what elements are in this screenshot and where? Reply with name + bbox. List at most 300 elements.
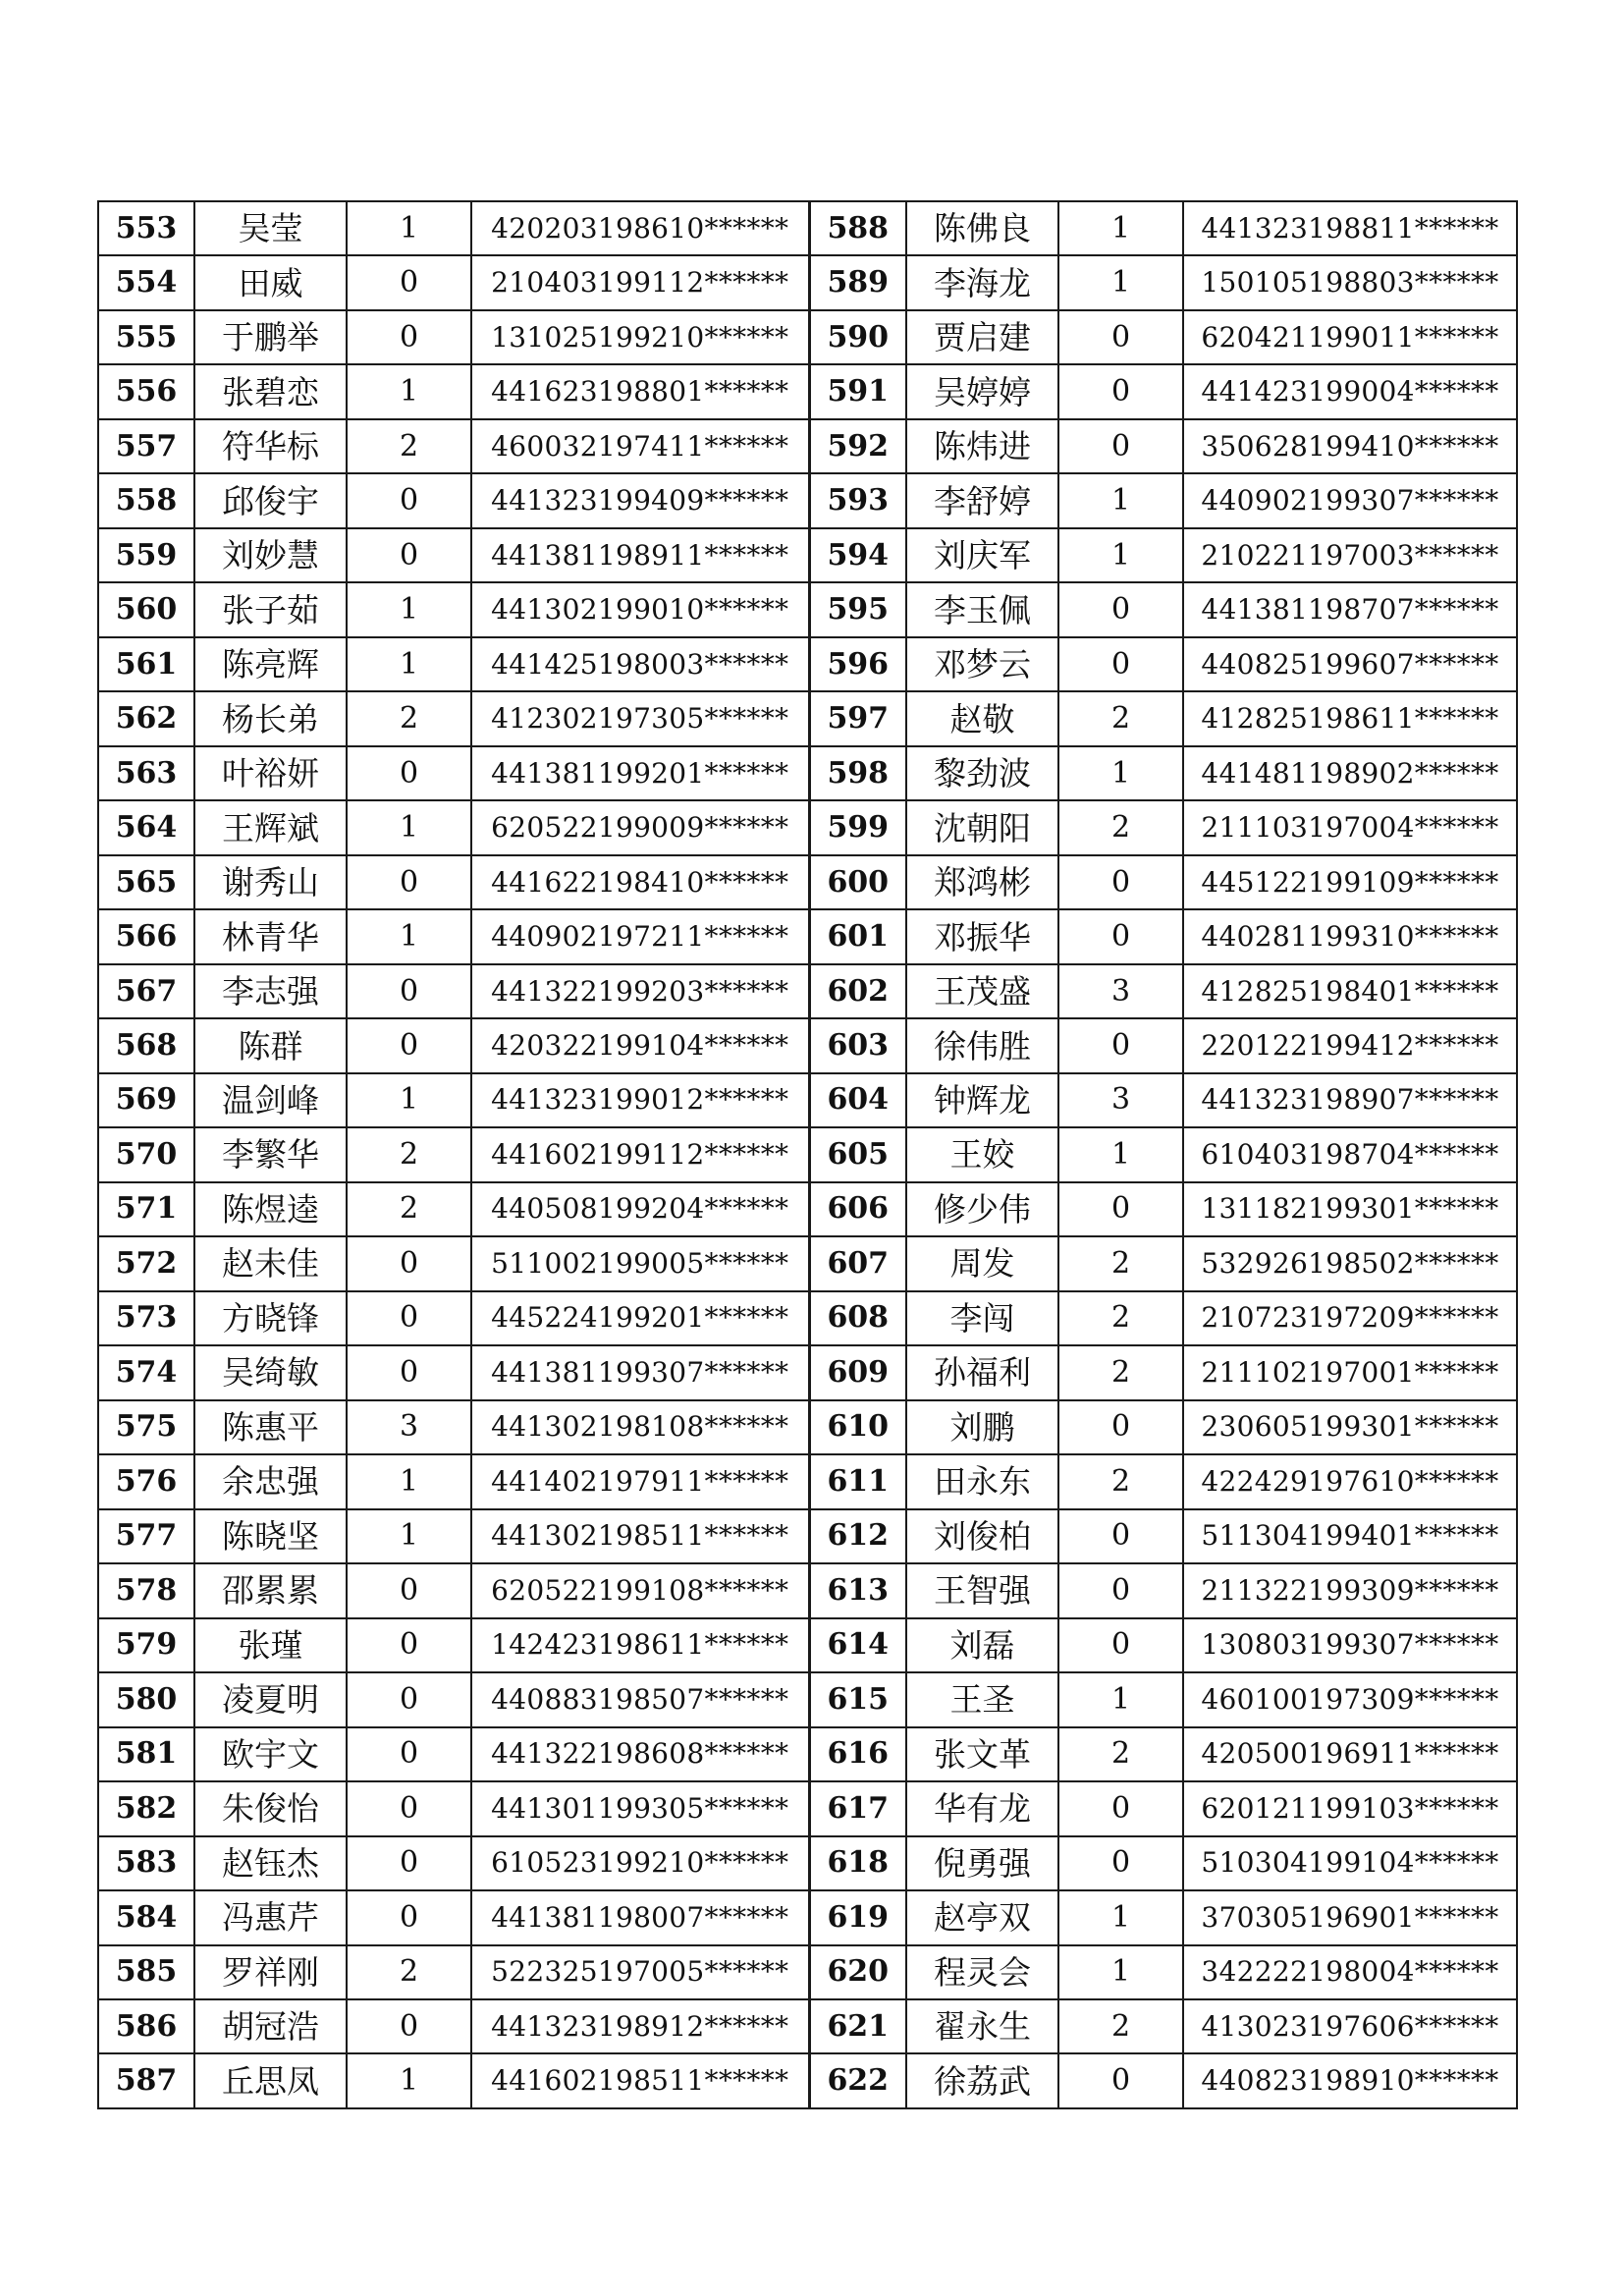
id-number-cell: 460100197309****** — [1183, 1672, 1517, 1726]
table-row — [98, 1291, 1517, 1345]
count-value-cell: 1 — [347, 1454, 471, 1508]
person-name-cell: 王辉斌 — [194, 800, 347, 854]
entry-number-cell: 581 — [98, 1727, 194, 1781]
entry-number-cell: 594 — [809, 528, 906, 582]
count-value-cell: 2 — [1058, 1345, 1183, 1399]
table-row — [98, 1563, 1517, 1617]
person-name-cell: 王智强 — [906, 1563, 1058, 1617]
person-name-cell: 刘鹏 — [906, 1400, 1058, 1454]
entry-number-cell: 612 — [809, 1509, 906, 1563]
person-name-cell: 陈煜逵 — [194, 1182, 347, 1236]
person-name-cell: 徐荔武 — [906, 2053, 1058, 2107]
id-number-cell: 441425198003****** — [471, 637, 809, 691]
count-value-cell: 1 — [1058, 1945, 1183, 1999]
id-number-cell: 420322199104****** — [471, 1018, 809, 1072]
id-number-cell: 441481198902****** — [1183, 746, 1517, 800]
person-name-cell: 赵钰杰 — [194, 1836, 347, 1890]
count-value-cell: 1 — [1058, 1890, 1183, 1944]
table-row — [98, 964, 1517, 1018]
entry-number-cell: 565 — [98, 855, 194, 909]
id-number-cell: 445122199109****** — [1183, 855, 1517, 909]
id-number-cell: 440883198507****** — [471, 1672, 809, 1726]
count-value-cell: 1 — [1058, 528, 1183, 582]
entry-number-cell: 580 — [98, 1672, 194, 1726]
entry-number-cell: 608 — [809, 1291, 906, 1345]
id-number-cell: 610403198704****** — [1183, 1127, 1517, 1181]
entry-number-cell: 566 — [98, 909, 194, 963]
person-name-cell: 符华标 — [194, 419, 347, 473]
table-row — [98, 1182, 1517, 1236]
count-value-cell: 2 — [347, 1127, 471, 1181]
id-number-cell: 441623198801****** — [471, 364, 809, 418]
table-row — [98, 637, 1517, 691]
table-row — [98, 1945, 1517, 1999]
entry-number-cell: 574 — [98, 1345, 194, 1399]
entry-number-cell: 614 — [809, 1618, 906, 1672]
table-row — [98, 1127, 1517, 1181]
count-value-cell: 0 — [1058, 1509, 1183, 1563]
entry-number-cell: 585 — [98, 1945, 194, 1999]
person-name-cell: 刘磊 — [906, 1618, 1058, 1672]
count-value-cell: 0 — [1058, 855, 1183, 909]
person-name-cell: 吴婷婷 — [906, 364, 1058, 418]
id-number-cell: 440281199310****** — [1183, 909, 1517, 963]
count-value-cell: 2 — [1058, 1727, 1183, 1781]
entry-number-cell: 561 — [98, 637, 194, 691]
id-number-cell: 620421199011****** — [1183, 310, 1517, 364]
entry-number-cell: 572 — [98, 1236, 194, 1290]
id-number-cell: 441323198912****** — [471, 1999, 809, 2053]
count-value-cell: 1 — [347, 1509, 471, 1563]
id-number-cell: 422429197610****** — [1183, 1454, 1517, 1508]
id-number-cell: 441322199203****** — [471, 964, 809, 1018]
person-name-cell: 朱俊怡 — [194, 1781, 347, 1835]
count-value-cell: 0 — [347, 1781, 471, 1835]
id-number-cell: 142423198611****** — [471, 1618, 809, 1672]
count-value-cell: 0 — [347, 1836, 471, 1890]
id-number-cell: 441381198707****** — [1183, 582, 1517, 636]
id-number-cell: 441302199010****** — [471, 582, 809, 636]
count-value-cell: 0 — [347, 473, 471, 527]
count-value-cell: 1 — [347, 637, 471, 691]
count-value-cell: 3 — [1058, 1073, 1183, 1127]
person-name-cell: 赵亭双 — [906, 1890, 1058, 1944]
entry-number-cell: 562 — [98, 691, 194, 745]
count-value-cell: 0 — [1058, 2053, 1183, 2107]
person-name-cell: 李玉佩 — [906, 582, 1058, 636]
entry-number-cell: 567 — [98, 964, 194, 1018]
entry-number-cell: 611 — [809, 1454, 906, 1508]
count-value-cell: 0 — [1058, 1618, 1183, 1672]
entry-number-cell: 603 — [809, 1018, 906, 1072]
count-value-cell: 0 — [1058, 419, 1183, 473]
person-name-cell: 邵累累 — [194, 1563, 347, 1617]
person-name-cell: 陈亮辉 — [194, 637, 347, 691]
entry-number-cell: 607 — [809, 1236, 906, 1290]
id-number-cell: 440902197211****** — [471, 909, 809, 963]
entry-number-cell: 563 — [98, 746, 194, 800]
count-value-cell: 3 — [347, 1400, 471, 1454]
count-value-cell: 0 — [347, 255, 471, 309]
entry-number-cell: 569 — [98, 1073, 194, 1127]
count-value-cell: 1 — [1058, 201, 1183, 255]
entry-number-cell: 616 — [809, 1727, 906, 1781]
id-number-cell: 441323199012****** — [471, 1073, 809, 1127]
entry-number-cell: 554 — [98, 255, 194, 309]
table-row — [98, 800, 1517, 854]
id-number-cell: 412825198611****** — [1183, 691, 1517, 745]
id-number-cell: 511002199005****** — [471, 1236, 809, 1290]
id-number-cell: 131182199301****** — [1183, 1182, 1517, 1236]
count-value-cell: 0 — [347, 310, 471, 364]
person-name-cell: 郑鸿彬 — [906, 855, 1058, 909]
id-number-cell: 532926198502****** — [1183, 1236, 1517, 1290]
count-value-cell: 0 — [347, 1672, 471, 1726]
id-number-cell: 441402197911****** — [471, 1454, 809, 1508]
entry-number-cell: 605 — [809, 1127, 906, 1181]
table-row — [98, 1018, 1517, 1072]
person-name-cell: 林青华 — [194, 909, 347, 963]
count-value-cell: 0 — [347, 964, 471, 1018]
table-row — [98, 582, 1517, 636]
person-name-cell: 刘俊柏 — [906, 1509, 1058, 1563]
count-value-cell: 2 — [1058, 800, 1183, 854]
table-row — [98, 1509, 1517, 1563]
id-number-cell: 350628199410****** — [1183, 419, 1517, 473]
entry-number-cell: 557 — [98, 419, 194, 473]
id-number-cell: 441322198608****** — [471, 1727, 809, 1781]
count-value-cell: 0 — [347, 1236, 471, 1290]
table-row — [98, 1836, 1517, 1890]
person-name-cell: 王茂盛 — [906, 964, 1058, 1018]
count-value-cell: 1 — [1058, 1127, 1183, 1181]
entry-number-cell: 600 — [809, 855, 906, 909]
count-value-cell: 0 — [347, 528, 471, 582]
count-value-cell: 0 — [347, 1890, 471, 1944]
id-number-cell: 441381198911****** — [471, 528, 809, 582]
id-number-cell: 210723197209****** — [1183, 1291, 1517, 1345]
person-name-cell: 李海龙 — [906, 255, 1058, 309]
person-name-cell: 冯惠芹 — [194, 1890, 347, 1944]
person-name-cell: 李闯 — [906, 1291, 1058, 1345]
count-value-cell: 0 — [347, 1563, 471, 1617]
id-number-cell: 210221197003****** — [1183, 528, 1517, 582]
id-number-cell: 150105198803****** — [1183, 255, 1517, 309]
person-name-cell: 邱俊宇 — [194, 473, 347, 527]
table-row — [98, 310, 1517, 364]
count-value-cell: 0 — [347, 1618, 471, 1672]
entry-number-cell: 620 — [809, 1945, 906, 1999]
person-name-cell: 于鹏举 — [194, 310, 347, 364]
id-number-cell: 441323199409****** — [471, 473, 809, 527]
entry-number-cell: 601 — [809, 909, 906, 963]
entry-number-cell: 617 — [809, 1781, 906, 1835]
entry-number-cell: 573 — [98, 1291, 194, 1345]
id-number-cell: 441302198511****** — [471, 1509, 809, 1563]
id-number-cell: 522325197005****** — [471, 1945, 809, 1999]
count-value-cell: 2 — [347, 1945, 471, 1999]
id-number-cell: 220122199412****** — [1183, 1018, 1517, 1072]
person-name-cell: 黎劲波 — [906, 746, 1058, 800]
count-value-cell: 0 — [1058, 582, 1183, 636]
count-value-cell: 1 — [1058, 746, 1183, 800]
person-name-cell: 倪勇强 — [906, 1836, 1058, 1890]
person-name-cell: 罗祥刚 — [194, 1945, 347, 1999]
count-value-cell: 2 — [347, 1182, 471, 1236]
person-name-cell: 田威 — [194, 255, 347, 309]
person-name-cell: 欧宇文 — [194, 1727, 347, 1781]
table-row — [98, 691, 1517, 745]
id-number-cell: 441323198907****** — [1183, 1073, 1517, 1127]
table-row — [98, 2053, 1517, 2107]
roster-table-body — [98, 201, 1517, 2108]
person-name-cell: 吴莹 — [194, 201, 347, 255]
entry-number-cell: 556 — [98, 364, 194, 418]
entry-number-cell: 577 — [98, 1509, 194, 1563]
id-number-cell: 210403199112****** — [471, 255, 809, 309]
id-number-cell: 440823198910****** — [1183, 2053, 1517, 2107]
count-value-cell: 0 — [1058, 1400, 1183, 1454]
count-value-cell: 3 — [1058, 964, 1183, 1018]
entry-number-cell: 588 — [809, 201, 906, 255]
entry-number-cell: 579 — [98, 1618, 194, 1672]
table-row — [98, 1999, 1517, 2053]
person-name-cell: 凌夏明 — [194, 1672, 347, 1726]
id-number-cell: 441622198410****** — [471, 855, 809, 909]
table-row — [98, 1727, 1517, 1781]
entry-number-cell: 568 — [98, 1018, 194, 1072]
entry-number-cell: 598 — [809, 746, 906, 800]
count-value-cell: 0 — [1058, 364, 1183, 418]
table-row — [98, 255, 1517, 309]
count-value-cell: 0 — [1058, 310, 1183, 364]
count-value-cell: 1 — [1058, 255, 1183, 309]
person-name-cell: 邓梦云 — [906, 637, 1058, 691]
person-name-cell: 杨长弟 — [194, 691, 347, 745]
person-name-cell: 丘思凤 — [194, 2053, 347, 2107]
id-number-cell: 441302198108****** — [471, 1400, 809, 1454]
person-name-cell: 赵未佳 — [194, 1236, 347, 1290]
person-name-cell: 陈晓坚 — [194, 1509, 347, 1563]
table-row — [98, 473, 1517, 527]
id-number-cell: 211322199309****** — [1183, 1563, 1517, 1617]
table-row — [98, 1345, 1517, 1399]
table-row — [98, 746, 1517, 800]
count-value-cell: 2 — [1058, 1454, 1183, 1508]
entry-number-cell: 560 — [98, 582, 194, 636]
entry-number-cell: 602 — [809, 964, 906, 1018]
id-number-cell: 445224199201****** — [471, 1291, 809, 1345]
person-name-cell: 刘妙慧 — [194, 528, 347, 582]
person-name-cell: 陈群 — [194, 1018, 347, 1072]
count-value-cell: 0 — [347, 1345, 471, 1399]
person-name-cell: 陈炜进 — [906, 419, 1058, 473]
entry-number-cell: 578 — [98, 1563, 194, 1617]
table-row — [98, 201, 1517, 255]
id-number-cell: 440825199607****** — [1183, 637, 1517, 691]
id-number-cell: 130803199307****** — [1183, 1618, 1517, 1672]
entry-number-cell: 622 — [809, 2053, 906, 2107]
count-value-cell: 0 — [1058, 1781, 1183, 1835]
person-name-cell: 程灵会 — [906, 1945, 1058, 1999]
entry-number-cell: 564 — [98, 800, 194, 854]
id-number-cell: 412302197305****** — [471, 691, 809, 745]
count-value-cell: 0 — [347, 1291, 471, 1345]
id-number-cell: 211102197001****** — [1183, 1345, 1517, 1399]
person-name-cell: 吴绮敏 — [194, 1345, 347, 1399]
entry-number-cell: 587 — [98, 2053, 194, 2107]
table-row — [98, 528, 1517, 582]
entry-number-cell: 553 — [98, 201, 194, 255]
count-value-cell: 1 — [347, 800, 471, 854]
count-value-cell: 0 — [347, 1018, 471, 1072]
id-number-cell: 413023197606****** — [1183, 1999, 1517, 2053]
count-value-cell: 2 — [347, 691, 471, 745]
person-name-cell: 沈朝阳 — [906, 800, 1058, 854]
id-number-cell: 441301199305****** — [471, 1781, 809, 1835]
count-value-cell: 2 — [1058, 1999, 1183, 2053]
table-row — [98, 364, 1517, 418]
id-number-cell: 620121199103****** — [1183, 1781, 1517, 1835]
person-name-cell: 徐伟胜 — [906, 1018, 1058, 1072]
person-name-cell: 钟辉龙 — [906, 1073, 1058, 1127]
entry-number-cell: 597 — [809, 691, 906, 745]
id-number-cell: 370305196901****** — [1183, 1890, 1517, 1944]
person-name-cell: 余忠强 — [194, 1454, 347, 1508]
person-name-cell: 叶裕妍 — [194, 746, 347, 800]
id-number-cell: 342222198004****** — [1183, 1945, 1517, 1999]
table-row — [98, 1618, 1517, 1672]
person-name-cell: 温剑峰 — [194, 1073, 347, 1127]
count-value-cell: 1 — [347, 201, 471, 255]
person-name-cell: 陈佛良 — [906, 201, 1058, 255]
table-row — [98, 1781, 1517, 1835]
id-number-cell: 412825198401****** — [1183, 964, 1517, 1018]
person-name-cell: 张文革 — [906, 1727, 1058, 1781]
id-number-cell: 440902199307****** — [1183, 473, 1517, 527]
person-name-cell: 张子茹 — [194, 582, 347, 636]
person-name-cell: 刘庆军 — [906, 528, 1058, 582]
table-row — [98, 909, 1517, 963]
person-name-cell: 陈惠平 — [194, 1400, 347, 1454]
person-name-cell: 张碧恋 — [194, 364, 347, 418]
person-name-cell: 邓振华 — [906, 909, 1058, 963]
entry-number-cell: 559 — [98, 528, 194, 582]
id-number-cell: 420500196911****** — [1183, 1727, 1517, 1781]
table-row — [98, 1890, 1517, 1944]
person-name-cell: 方晓锋 — [194, 1291, 347, 1345]
id-number-cell: 620522199108****** — [471, 1563, 809, 1617]
person-name-cell: 李舒婷 — [906, 473, 1058, 527]
count-value-cell: 2 — [1058, 1236, 1183, 1290]
table-row — [98, 1400, 1517, 1454]
roster-table — [97, 200, 1518, 2109]
entry-number-cell: 595 — [809, 582, 906, 636]
id-number-cell: 460032197411****** — [471, 419, 809, 473]
count-value-cell: 1 — [347, 1073, 471, 1127]
table-row — [98, 1454, 1517, 1508]
count-value-cell: 0 — [347, 1999, 471, 2053]
entry-number-cell: 555 — [98, 310, 194, 364]
person-name-cell: 周发 — [906, 1236, 1058, 1290]
count-value-cell: 0 — [1058, 1182, 1183, 1236]
id-number-cell: 610523199210****** — [471, 1836, 809, 1890]
entry-number-cell: 610 — [809, 1400, 906, 1454]
entry-number-cell: 570 — [98, 1127, 194, 1181]
person-name-cell: 修少伟 — [906, 1182, 1058, 1236]
person-name-cell: 孙福利 — [906, 1345, 1058, 1399]
id-number-cell: 420203198610****** — [471, 201, 809, 255]
count-value-cell: 0 — [1058, 909, 1183, 963]
id-number-cell: 441423199004****** — [1183, 364, 1517, 418]
person-name-cell: 李志强 — [194, 964, 347, 1018]
id-number-cell: 510304199104****** — [1183, 1836, 1517, 1890]
entry-number-cell: 558 — [98, 473, 194, 527]
id-number-cell: 441602198511****** — [471, 2053, 809, 2107]
entry-number-cell: 576 — [98, 1454, 194, 1508]
id-number-cell: 440508199204****** — [471, 1182, 809, 1236]
count-value-cell: 1 — [347, 364, 471, 418]
count-value-cell: 1 — [347, 582, 471, 636]
id-number-cell: 620522199009****** — [471, 800, 809, 854]
table-row — [98, 855, 1517, 909]
person-name-cell: 华有龙 — [906, 1781, 1058, 1835]
entry-number-cell: 606 — [809, 1182, 906, 1236]
entry-number-cell: 571 — [98, 1182, 194, 1236]
entry-number-cell: 582 — [98, 1781, 194, 1835]
count-value-cell: 2 — [1058, 1291, 1183, 1345]
entry-number-cell: 615 — [809, 1672, 906, 1726]
person-name-cell: 王姣 — [906, 1127, 1058, 1181]
count-value-cell: 1 — [347, 2053, 471, 2107]
table-row — [98, 1236, 1517, 1290]
entry-number-cell: 621 — [809, 1999, 906, 2053]
count-value-cell: 0 — [1058, 637, 1183, 691]
entry-number-cell: 589 — [809, 255, 906, 309]
id-number-cell: 441602199112****** — [471, 1127, 809, 1181]
entry-number-cell: 575 — [98, 1400, 194, 1454]
entry-number-cell: 590 — [809, 310, 906, 364]
count-value-cell: 2 — [347, 419, 471, 473]
entry-number-cell: 591 — [809, 364, 906, 418]
person-name-cell: 李繁华 — [194, 1127, 347, 1181]
entry-number-cell: 618 — [809, 1836, 906, 1890]
count-value-cell: 0 — [347, 746, 471, 800]
count-value-cell: 0 — [1058, 1836, 1183, 1890]
count-value-cell: 0 — [1058, 1018, 1183, 1072]
entry-number-cell: 609 — [809, 1345, 906, 1399]
entry-number-cell: 596 — [809, 637, 906, 691]
table-row — [98, 1073, 1517, 1127]
id-number-cell: 511304199401****** — [1183, 1509, 1517, 1563]
person-name-cell: 张瑾 — [194, 1618, 347, 1672]
table-row — [98, 419, 1517, 473]
id-number-cell: 441381198007****** — [471, 1890, 809, 1944]
entry-number-cell: 613 — [809, 1563, 906, 1617]
entry-number-cell: 619 — [809, 1890, 906, 1944]
entry-number-cell: 584 — [98, 1890, 194, 1944]
person-name-cell: 赵敬 — [906, 691, 1058, 745]
id-number-cell: 211103197004****** — [1183, 800, 1517, 854]
count-value-cell: 0 — [347, 1727, 471, 1781]
id-number-cell: 441381199307****** — [471, 1345, 809, 1399]
person-name-cell: 谢秀山 — [194, 855, 347, 909]
person-name-cell: 王圣 — [906, 1672, 1058, 1726]
count-value-cell: 1 — [1058, 1672, 1183, 1726]
person-name-cell: 胡冠浩 — [194, 1999, 347, 2053]
entry-number-cell: 604 — [809, 1073, 906, 1127]
entry-number-cell: 583 — [98, 1836, 194, 1890]
